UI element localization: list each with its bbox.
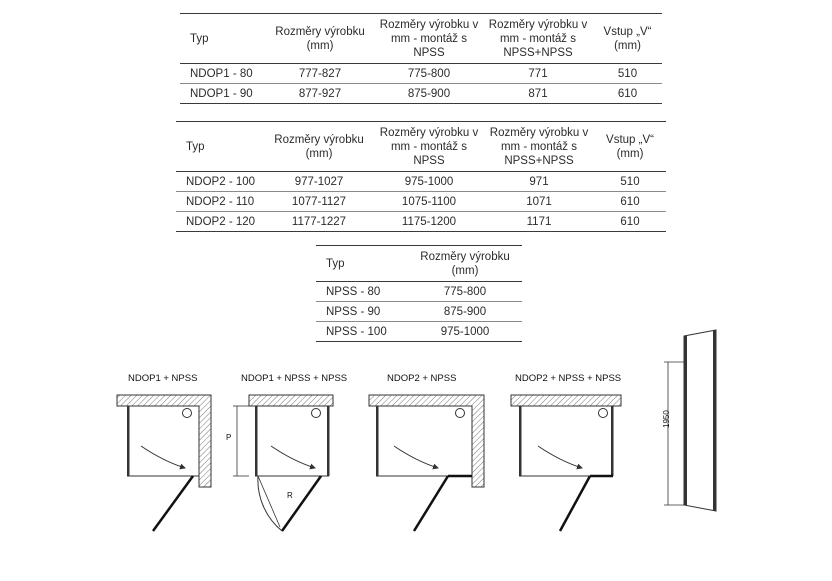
cell: 775-800 [375,64,483,84]
swing-arrow [271,446,315,468]
cell: 1175-1200 [374,212,484,232]
cell: NPSS - 90 [316,302,408,322]
panel-profile [713,330,716,511]
wall-hatch [117,395,211,487]
cell: 510 [594,172,666,192]
drain-icon [456,409,465,418]
cell: 777-827 [265,64,375,84]
side-panel-right [327,406,330,476]
door-leaf [414,476,448,531]
cell: NDOP2 - 100 [176,172,264,192]
wall-hatch [249,395,333,406]
header-montaz-npss: Rozměry výrobku v mm - montáž s NPSS [374,122,484,172]
dimension-label-r: R [287,491,293,500]
cell: NDOP2 - 110 [176,192,264,212]
cell: 1071 [484,192,594,212]
wall-hatch [511,395,621,406]
cell: NDOP2 - 120 [176,212,264,232]
door-leaf [282,476,321,531]
cell: NDOP1 - 90 [180,84,265,104]
cell: 875-900 [408,302,522,322]
cell: 1077-1127 [264,192,374,212]
diagram-label-ndop2-npss: NDOP2 + NPSS [387,373,457,384]
header-typ: Typ [180,14,265,64]
header-typ: Typ [316,246,408,282]
cell: 1171 [484,212,594,232]
side-panel-right [611,406,614,476]
drain-icon [599,409,608,418]
swing-arrow [141,446,185,468]
cell: NDOP1 - 80 [180,64,265,84]
cell: 971 [484,172,594,192]
cell: NPSS - 80 [316,282,408,302]
cell: 877-927 [265,84,375,104]
cell: 610 [594,212,666,232]
swing-arrow [394,446,438,468]
side-panel-left [519,406,522,476]
drain-icon [183,409,192,418]
wall-hatch [369,395,484,487]
panel-elevation [684,330,716,511]
panel-profile [684,336,687,505]
header-rozmery: Rozměry výrobku (mm) [265,14,375,64]
cell: 975-1000 [374,172,484,192]
diagram-ndop2-npss-npss [511,395,621,531]
cell: 771 [483,64,593,84]
side-panel [127,406,130,476]
cell: NPSS - 100 [316,322,408,342]
header-vstup: Vstup „V“ (mm) [593,14,662,64]
cell: 977-1027 [264,172,374,192]
cell: 1177-1227 [264,212,374,232]
diagram-label-ndop1-npss: NDOP1 + NPSS [128,373,198,384]
side-panel [376,406,379,476]
header-montaz-npss-npss: Rozměry výrobku v mm - montáž s NPSS+NPSS [483,14,593,64]
header-vstup: Vstup „V“ (mm) [594,122,666,172]
door-leaf [153,476,193,531]
diagram-ndop1-npss-npss [233,395,333,531]
height-label: 1950 [662,410,671,428]
diagram-ndop2-npss [369,395,484,531]
side-panel-left [255,406,258,476]
cell: 775-800 [408,282,522,302]
diagram-ndop1-npss [117,395,211,531]
header-montaz-npss: Rozměry výrobku v mm - montáž s NPSS [375,14,483,64]
cell: 1075-1100 [374,192,484,212]
door-leaf [560,476,590,531]
header-typ: Typ [176,122,264,172]
header-rozmery: Rozměry výrobku (mm) [264,122,374,172]
cell: 510 [593,64,662,84]
header-montaz-npss-npss: Rozměry výrobku v mm - montáž s NPSS+NPSS [484,122,594,172]
cell: 871 [483,84,593,104]
side-elevation [664,330,716,511]
diagram-label-ndop2-npss-npss: NDOP2 + NPSS + NPSS [515,373,622,384]
dimension-label-p: P [226,433,232,442]
cell: 610 [593,84,662,104]
cell: 875-900 [375,84,483,104]
header-rozmery: Rozměry výrobku (mm) [408,246,522,282]
drain-icon [312,409,321,418]
cell: 975-1000 [408,322,522,342]
cell: 610 [594,192,666,212]
diagram-label-ndop1-npss-npss: NDOP1 + NPSS + NPSS [241,373,348,384]
swing-arrow [538,446,582,468]
